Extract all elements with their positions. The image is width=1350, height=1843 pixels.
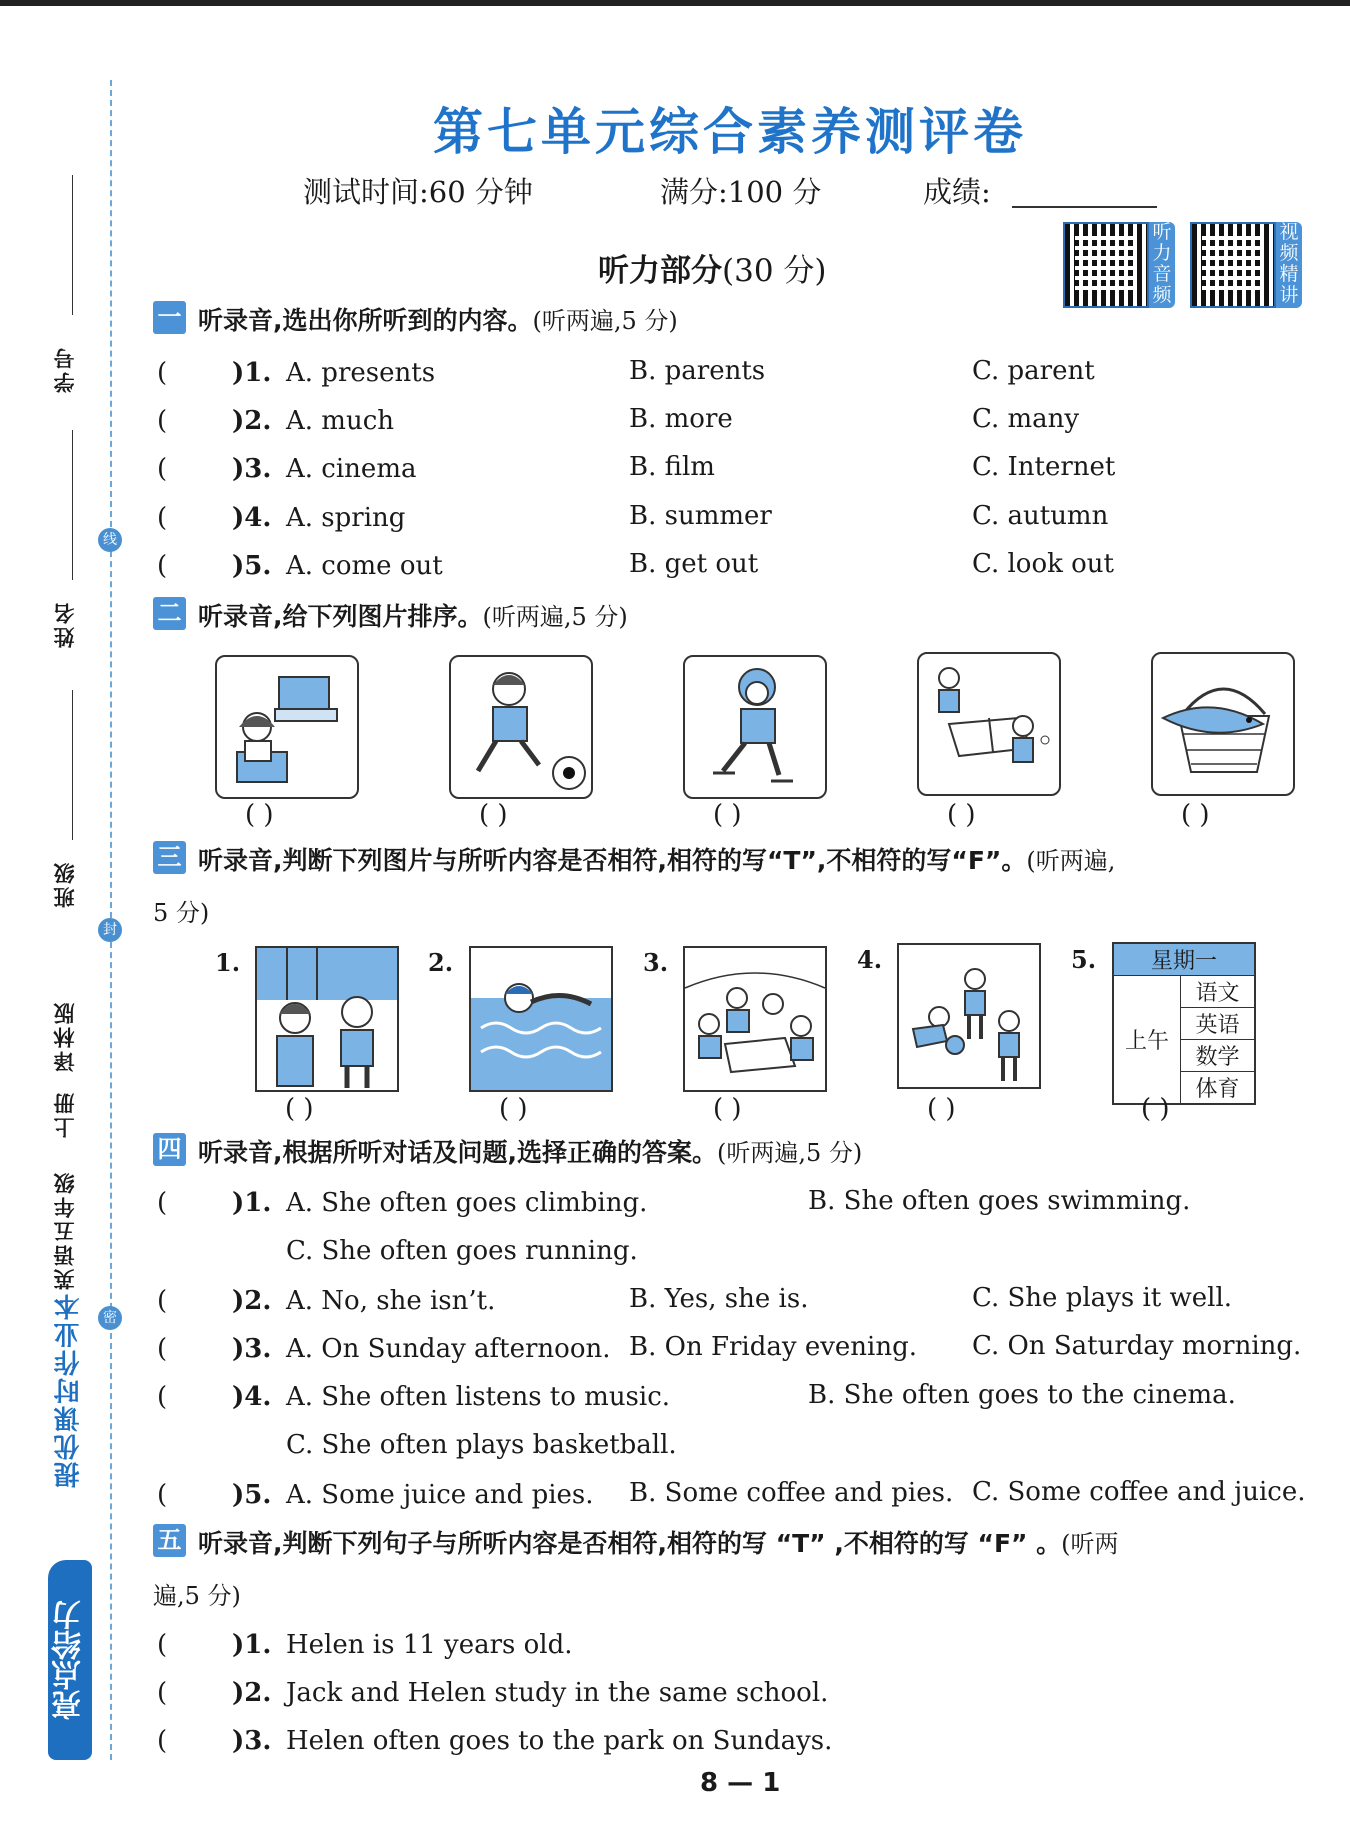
student-id-line <box>72 175 73 315</box>
name-label: 姓名 <box>53 600 77 648</box>
answer-blank[interactable]: ( <box>157 1480 168 1510</box>
section-note: (听两遍,5 分) <box>532 307 678 335</box>
section-title: 听录音,判断下列句子与所听内容是否相符,相符的写 “T” ,不相符的写 “F” 。 <box>198 1529 1062 1558</box>
answer-blank[interactable]: ( <box>157 551 168 581</box>
question-number: )3. <box>232 1726 272 1756</box>
section-5-heading <box>153 1518 1303 1622</box>
score-label: 成绩: <box>923 175 991 209</box>
statement-text: Jack and Helen study in the same school. <box>286 1678 829 1708</box>
answer-blank[interactable]: ( <box>157 1630 168 1660</box>
answer-blank[interactable]: ( ) <box>479 800 508 830</box>
answer-blank[interactable]: ( <box>157 1678 168 1708</box>
option-b: B. She often goes swimming. <box>808 1186 1191 1216</box>
section-note-cont: 5 分) <box>153 899 210 927</box>
picture-label-1: 1. <box>215 948 241 977</box>
class-label: 班级 <box>53 860 77 908</box>
option-b: B. get out <box>629 549 759 579</box>
top-edge <box>0 0 1350 6</box>
grade-label: 英语五年级 <box>53 1170 77 1290</box>
answer-blank[interactable]: ( <box>157 1286 168 1316</box>
option-a: A. No, she isn’t. <box>286 1286 496 1316</box>
section-1-heading <box>153 295 1303 347</box>
timetable-subject: 体育 <box>1181 1072 1256 1105</box>
answer-blank[interactable]: ( ) <box>1141 1094 1170 1124</box>
edition-label: 译林版 <box>53 1000 77 1072</box>
question-number: )4. <box>232 1382 272 1412</box>
picture-basketball <box>897 943 1041 1089</box>
timetable <box>1112 942 1256 1105</box>
option-a: A. spring <box>286 503 406 533</box>
answer-blank[interactable]: ( ) <box>713 800 742 830</box>
option-a: A. cinema <box>286 454 417 484</box>
section-title: 听录音,根据所听对话及问题,选择正确的答案。 <box>198 1138 717 1167</box>
cut-mark-line: 线 <box>98 528 122 552</box>
answer-blank[interactable]: ( ) <box>285 1094 314 1124</box>
option-c: C. autumn <box>972 501 1109 531</box>
part-title <box>598 245 827 290</box>
picture-girl-skating <box>683 655 827 799</box>
picnic-icon <box>685 948 825 1090</box>
answer-blank[interactable]: ( <box>157 1188 168 1218</box>
option-a: A. She often listens to music. <box>286 1382 671 1412</box>
picture-picnic <box>683 946 827 1092</box>
question-number: )1. <box>232 358 272 388</box>
option-a: A. presents <box>286 358 436 388</box>
option-c: C. Some coffee and juice. <box>972 1477 1306 1507</box>
option-c: C. She often plays basketball. <box>286 1430 677 1460</box>
answer-blank[interactable]: ( ) <box>245 800 274 830</box>
option-b: B. parents <box>629 356 766 386</box>
option-b: B. summer <box>629 501 772 531</box>
timetable-period: 上午 <box>1113 976 1181 1105</box>
timetable-subject: 语文 <box>1181 976 1256 1008</box>
table-tennis-icon <box>919 654 1059 794</box>
section-note: (听两 <box>1061 1530 1119 1558</box>
question-number: )5. <box>232 551 272 581</box>
picture-kids-table-tennis <box>917 652 1061 796</box>
picture-two-friends <box>255 946 399 1092</box>
page-number: 8 — 1 <box>700 1768 781 1798</box>
section-note: (听两遍, <box>1026 847 1116 875</box>
statement-text: Helen often goes to the park on Sundays. <box>286 1726 833 1756</box>
full-score: 满分:100 分 <box>660 175 822 209</box>
question-number: )2. <box>232 406 272 436</box>
section-2-heading <box>153 591 1303 643</box>
section-number: 四 <box>153 1133 186 1166</box>
section-number: 三 <box>153 841 186 874</box>
page-title: 第七单元综合素养测评卷 <box>433 102 1027 161</box>
fish-basket-icon <box>1153 654 1293 794</box>
option-c: C. many <box>972 404 1080 434</box>
question-number: )4. <box>232 503 272 533</box>
section-title: 听录音,判断下列图片与所听内容是否相符,相符的写“T”,不相符的写“F”。 <box>198 846 1027 875</box>
section-3-heading <box>153 835 1303 939</box>
two-friends-icon <box>257 948 397 1090</box>
answer-blank[interactable]: ( ) <box>499 1094 528 1124</box>
option-b: B. On Friday evening. <box>629 1332 918 1362</box>
timetable-day: 星期一 <box>1113 943 1255 976</box>
test-time: 测试时间:60 分钟 <box>303 175 533 209</box>
section-note-cont: 遍,5 分) <box>153 1582 241 1610</box>
score-blank[interactable] <box>1012 206 1157 208</box>
part-name: 听力部分 <box>598 253 722 289</box>
option-c: C. look out <box>972 549 1114 579</box>
question-number: )2. <box>232 1286 272 1316</box>
question-number: )1. <box>232 1188 272 1218</box>
brand-name: 提优课时作业本 <box>54 1292 84 1488</box>
picture-fish-in-basket <box>1151 652 1295 796</box>
option-b: B. Some coffee and pies. <box>629 1478 954 1508</box>
picture-label-2: 2. <box>428 948 454 977</box>
answer-blank[interactable]: ( <box>157 454 168 484</box>
option-a: A. She often goes climbing. <box>286 1188 648 1218</box>
statement-text: Helen is 11 years old. <box>286 1630 573 1660</box>
volume-label: 上册 <box>53 1090 77 1138</box>
option-c: C. She plays it well. <box>972 1283 1233 1313</box>
option-a: A. Some juice and pies. <box>286 1480 594 1510</box>
section-title: 听录音,给下列图片排序。 <box>198 602 483 631</box>
picture-label-4: 4. <box>857 945 883 974</box>
part-points: (30 分) <box>722 253 827 289</box>
section-title: 听录音,选出你所听到的内容。 <box>198 306 533 335</box>
name-line <box>72 430 73 580</box>
section-number: 二 <box>153 597 186 630</box>
question-number: )3. <box>232 454 272 484</box>
qr-tag-video: 视频精讲 <box>1276 222 1302 308</box>
answer-blank[interactable]: ( <box>157 503 168 533</box>
picture-label-3: 3. <box>643 948 669 977</box>
answer-blank[interactable]: ( <box>157 1726 168 1756</box>
option-c: C. She often goes running. <box>286 1236 638 1266</box>
picture-girl-watching-tv <box>215 655 359 799</box>
answer-blank[interactable]: ( <box>157 1334 168 1364</box>
option-b: B. film <box>629 452 715 482</box>
timetable-subject: 数学 <box>1181 1040 1256 1072</box>
picture-label-5: 5. <box>1071 945 1097 974</box>
section-number: 五 <box>153 1524 186 1557</box>
option-a: A. come out <box>286 551 443 581</box>
section-number: 一 <box>153 301 186 334</box>
answer-blank[interactable]: ( <box>157 358 168 388</box>
section-note: (听两遍,5 分) <box>717 1139 863 1167</box>
option-b: B. more <box>629 404 733 434</box>
answer-blank[interactable]: ( <box>157 1382 168 1412</box>
option-c: C. Internet <box>972 452 1116 482</box>
option-c: C. parent <box>972 356 1095 386</box>
option-c: C. On Saturday morning. <box>972 1331 1302 1361</box>
option-a: A. On Sunday afternoon. <box>286 1334 611 1364</box>
section-note: (听两遍,5 分) <box>482 603 628 631</box>
question-number: )1. <box>232 1630 272 1660</box>
class-line <box>72 690 73 840</box>
answer-blank[interactable]: ( ) <box>713 1094 742 1124</box>
answer-blank[interactable]: ( ) <box>927 1094 956 1124</box>
answer-blank[interactable]: ( <box>157 406 168 436</box>
picture-swimming <box>469 946 613 1092</box>
girl-watching-tv-icon <box>217 657 357 797</box>
question-number: )2. <box>232 1678 272 1708</box>
student-id-label: 学号 <box>53 345 77 393</box>
girl-skating-icon <box>685 657 825 797</box>
section-4-heading <box>153 1127 1303 1179</box>
brand-logo: 亮点给力 <box>48 1560 92 1760</box>
answer-blank[interactable]: ( ) <box>1181 800 1210 830</box>
option-b: B. She often goes to the cinema. <box>808 1380 1236 1410</box>
cut-mark-seal: 封 <box>98 918 122 942</box>
swimming-icon <box>471 948 611 1090</box>
option-a: A. much <box>286 406 395 436</box>
picture-boy-playing-football <box>449 655 593 799</box>
cut-mark-secret: 密 <box>98 1306 122 1330</box>
answer-blank[interactable]: ( ) <box>947 800 976 830</box>
question-number: )3. <box>232 1334 272 1364</box>
question-number: )5. <box>232 1480 272 1510</box>
basketball-icon <box>899 945 1039 1087</box>
option-b: B. Yes, she is. <box>629 1284 809 1314</box>
timetable-subject: 英语 <box>1181 1008 1256 1040</box>
qr-tag-audio: 听力音频 <box>1149 222 1175 308</box>
boy-football-icon <box>451 657 591 797</box>
